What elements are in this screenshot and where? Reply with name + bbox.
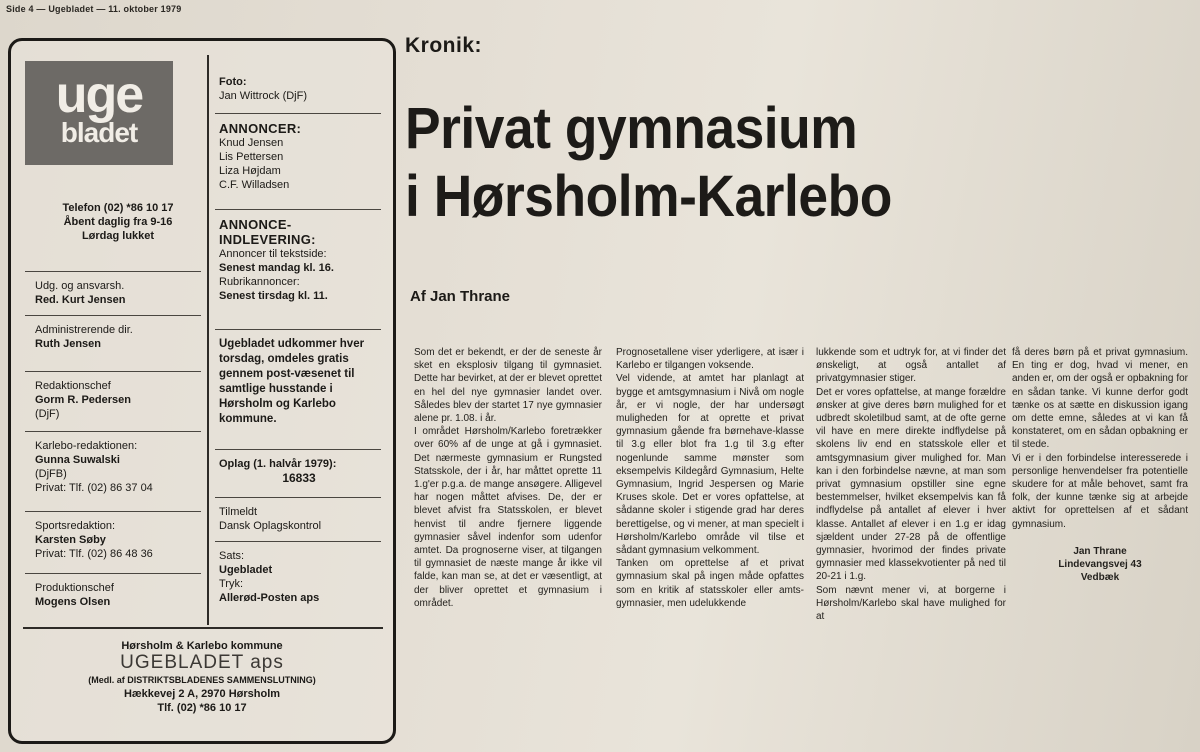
annoncer-label: ANNONCER: bbox=[219, 121, 302, 136]
foto-block bbox=[219, 75, 379, 103]
article-column-1: Som det er bekendt, er der de seneste år sket en eksplosiv tilgang til gymnasiet. Dette har bevirket, at der er blevet oprettet en hel del nye gymnasier landet over. Således blev der startet 17 nye gymnasier alene pr. 1.08. i år. I området Hørsholm/Karlebo foretrækker over 60% af de unge at gå i gymnasiet. Det nærmeste gymnasium er Rungsted Statsskole, der i år, har måttet oprette 11 1.g'er p.g.a. de mange ansøgere. Alligevel har nogen måttet afvises. De, der er blevet afvist fra Statsskolen, er blevet henvist til andre fjernere liggende gymnasier såvel indenfor som udenfor amtet. Da prognoserne viser, at tilgangen til gymnasiet de næste mange år ikke vil falde, kan man se, at det er væsentligt, at der bliver oprettet et gymnasium i området. bbox=[414, 347, 602, 609]
annoncer-name: Lis Pettersen bbox=[219, 151, 284, 163]
divider bbox=[215, 113, 381, 114]
tryk-value: Allerød-Posten aps bbox=[219, 592, 320, 604]
annoncer-block bbox=[219, 121, 379, 192]
divider bbox=[25, 271, 201, 272]
masthead-left-line: (DjF) bbox=[35, 408, 60, 420]
divider bbox=[25, 573, 201, 574]
masthead-left-line: Privat: Tlf. (02) 86 48 36 bbox=[35, 548, 153, 560]
divider bbox=[25, 315, 201, 316]
masthead-box bbox=[8, 38, 396, 744]
signature-city: Vedbæk bbox=[1080, 572, 1120, 584]
masthead-left-line: Telefon (02) *86 10 17 bbox=[62, 202, 174, 214]
divider bbox=[25, 511, 201, 512]
oplag-block bbox=[219, 457, 379, 485]
masthead-left-line: Mogens Olsen bbox=[35, 596, 111, 608]
sats-value: Ugebladet bbox=[219, 564, 273, 576]
article-column-2: Prognosetallene viser yderligere, at især i Karlebo er tilgangen voksende. Vel vidende, at amtet har planlagt at bygge et amtsgymnasium i Nivå om nogle år, er vi nogle, der har undersøgt muligheden for at oprette et privat gymnasium gående fra børnehave-klasse til 3.g eller blot fra 1.g til 3.g efter nogenlunde samme mønster som eksempelvis Kildegård Gymnasium, Helte Gymnasium, Ingrid Jespersen og Marie Kruses skole. Det er vores opfattelse, at sådanne skoler i stigende grad har deres berettigelse, og vi mener, at man specielt i Hørsholm/Karlebo område vil tilse et sådant gymnasium velkomment. Tanken om oprettelse af et privat gymnasium skal på ingen måde opfattes som en kritik af statsskoler eller amts-gymnasier, men udelukkende bbox=[616, 347, 804, 609]
masthead-left-block bbox=[35, 519, 201, 561]
annoncer-name: Knud Jensen bbox=[219, 137, 284, 149]
footer-line: (Medl. af DISTRIKTSBLADENES SAMMENSLUTNING) bbox=[88, 675, 316, 685]
masthead-left-line: Ruth Jensen bbox=[35, 338, 102, 350]
indlevering-label: INDLEVERING: bbox=[219, 232, 316, 247]
masthead-left-block bbox=[35, 581, 201, 609]
masthead-left-block bbox=[35, 323, 201, 351]
divider bbox=[23, 627, 383, 629]
masthead-left-line: Privat: Tlf. (02) 86 37 04 bbox=[35, 482, 153, 494]
column-4-text: få deres børn på et privat gymnasium. En ting er dog, hvad vi mener, en anden er, om der også er opbakning for en sådan tanke. Vi kunne derfor godt tænke os at sætte en diskussion igang om dette emne, således at vi kan få konstateret, om en sådan opbakning er til stede. Vi er i den forbindelse interesserede i personlige henvendelser fra potentielle skudere for at måle behovet, samt fra folk, der kunne tænke sig at arbejde aktivt for oprettelsen af et sådant gymnasium. bbox=[1012, 347, 1188, 530]
headline-line: Privat gymnasium bbox=[405, 96, 858, 161]
masthead-left-block bbox=[35, 279, 201, 307]
footer-line: Hørsholm & Karlebo kommune bbox=[121, 640, 283, 652]
signature-address: Lindevangsvej 43 bbox=[1058, 559, 1142, 571]
oplag-label: Oplag (1. halvår 1979): bbox=[219, 458, 337, 470]
divider bbox=[215, 209, 381, 210]
divider bbox=[215, 497, 381, 498]
running-head: Side 4 — Ugebladet — 11. oktober 1979 bbox=[6, 4, 182, 14]
signature-name: Jan Thrane bbox=[1073, 545, 1127, 557]
article-kicker: Kronik: bbox=[405, 34, 482, 57]
indlevering-line: Annoncer til tekstside: bbox=[219, 248, 327, 260]
masthead-left-line: Lørdag lukket bbox=[81, 230, 155, 242]
masthead-left-block bbox=[35, 201, 201, 243]
divider bbox=[25, 371, 201, 372]
footer-company: UGEBLADET aps bbox=[120, 652, 284, 673]
indlevering-line: Senest mandag kl. 16. bbox=[219, 262, 334, 274]
masthead-left-line: (DjFB) bbox=[35, 468, 67, 480]
masthead-left-block bbox=[35, 439, 201, 495]
masthead-left-line: Karsten Søby bbox=[35, 534, 106, 546]
masthead-left-line: Sportsredaktion: bbox=[35, 520, 116, 532]
tilmeldt-block bbox=[219, 505, 379, 533]
masthead-left-block bbox=[35, 379, 201, 421]
logo-line2: bladet bbox=[60, 117, 138, 148]
divider bbox=[215, 541, 381, 542]
indlevering-label: ANNONCE- bbox=[219, 217, 292, 232]
ugebladet-logo bbox=[25, 61, 173, 165]
oplag-value: 16833 bbox=[282, 471, 316, 485]
tilmeldt-label: Tilmeldt bbox=[219, 506, 258, 518]
masthead-left-line: Karlebo-redaktionen: bbox=[35, 440, 138, 452]
masthead-left-line: Produktionschef bbox=[35, 582, 114, 594]
divider bbox=[215, 329, 381, 330]
masthead-footer bbox=[11, 639, 393, 715]
masthead-left-line: Red. Kurt Jensen bbox=[35, 294, 126, 306]
footer-line: Tlf. (02) *86 10 17 bbox=[157, 702, 247, 714]
masthead-left-line: Udg. og ansvarsh. bbox=[35, 280, 125, 292]
masthead-left-line: Gorm R. Pedersen bbox=[35, 394, 131, 406]
foto-name: Jan Wittrock (DjF) bbox=[219, 90, 307, 102]
divider bbox=[25, 431, 201, 432]
annoncer-name: C.F. Willadsen bbox=[219, 179, 290, 191]
column-divider bbox=[207, 55, 209, 625]
article-column-3: lukkende som et udtryk for, at vi finder det ønskeligt, at også antallet af privatgymnasier stiger. Det er vores opfattelse, at mange forældre ønsker at give deres børn mulighed for et udbredt skoletilbud samt, at de ofte gerne vil have en mere direkte indflydelse på skolens liv end en statsskole eller et amtsgymnasium giver mulighed for. Man kan i den forbindelse nævne, at man som privat gymnasium opstiller sine egne bestemmelser, hvilket eksempelvis kan få indflydelse på antallet af elever i hver klasse. Antallet af elever i en 1.g er idag sjældent under 27-28 på de offentlige gymnasier, hvorimod der findes private gymnasier med klassekvotienter på ned til 20-21 i 1.g. Som nævnt mener vi, at borgerne i Hørsholm/Karlebo skal have mulighed for at bbox=[816, 347, 1006, 623]
tryk-label: Tryk: bbox=[219, 578, 244, 590]
divider bbox=[215, 449, 381, 450]
indlevering-line: Senest tirsdag kl. 11. bbox=[219, 290, 328, 302]
article-headline bbox=[405, 95, 892, 231]
indlevering-block bbox=[219, 217, 379, 303]
masthead-left-line: Gunna Suwalski bbox=[35, 454, 120, 466]
headline-line: i Hørsholm-Karlebo bbox=[405, 164, 892, 229]
article-column-4 bbox=[1012, 346, 1188, 584]
masthead-left-line: Administrerende dir. bbox=[35, 324, 133, 336]
footer-line: Hækkevej 2 A, 2970 Hørsholm bbox=[123, 688, 281, 700]
sats-label: Sats: bbox=[219, 550, 245, 562]
foto-label: Foto: bbox=[219, 76, 247, 88]
udkommer-text: Ugebladet udkommer hver torsdag, omdeles gratis gennem post-væsenet til samtlige husstande i Hørsholm og Karlebo kommune. bbox=[219, 338, 365, 425]
masthead-left-line: Redaktionschef bbox=[35, 380, 111, 392]
logo-line1: uge bbox=[55, 66, 143, 124]
indlevering-line: Rubrikannoncer: bbox=[219, 276, 300, 288]
byline: Af Jan Thrane bbox=[410, 288, 511, 305]
sats-block bbox=[219, 549, 379, 605]
masthead-left-line: Åbent daglig fra 9-16 bbox=[63, 216, 173, 228]
annoncer-name: Liza Højdam bbox=[219, 165, 281, 177]
tilmeldt-value: Dansk Oplagskontrol bbox=[219, 520, 322, 532]
